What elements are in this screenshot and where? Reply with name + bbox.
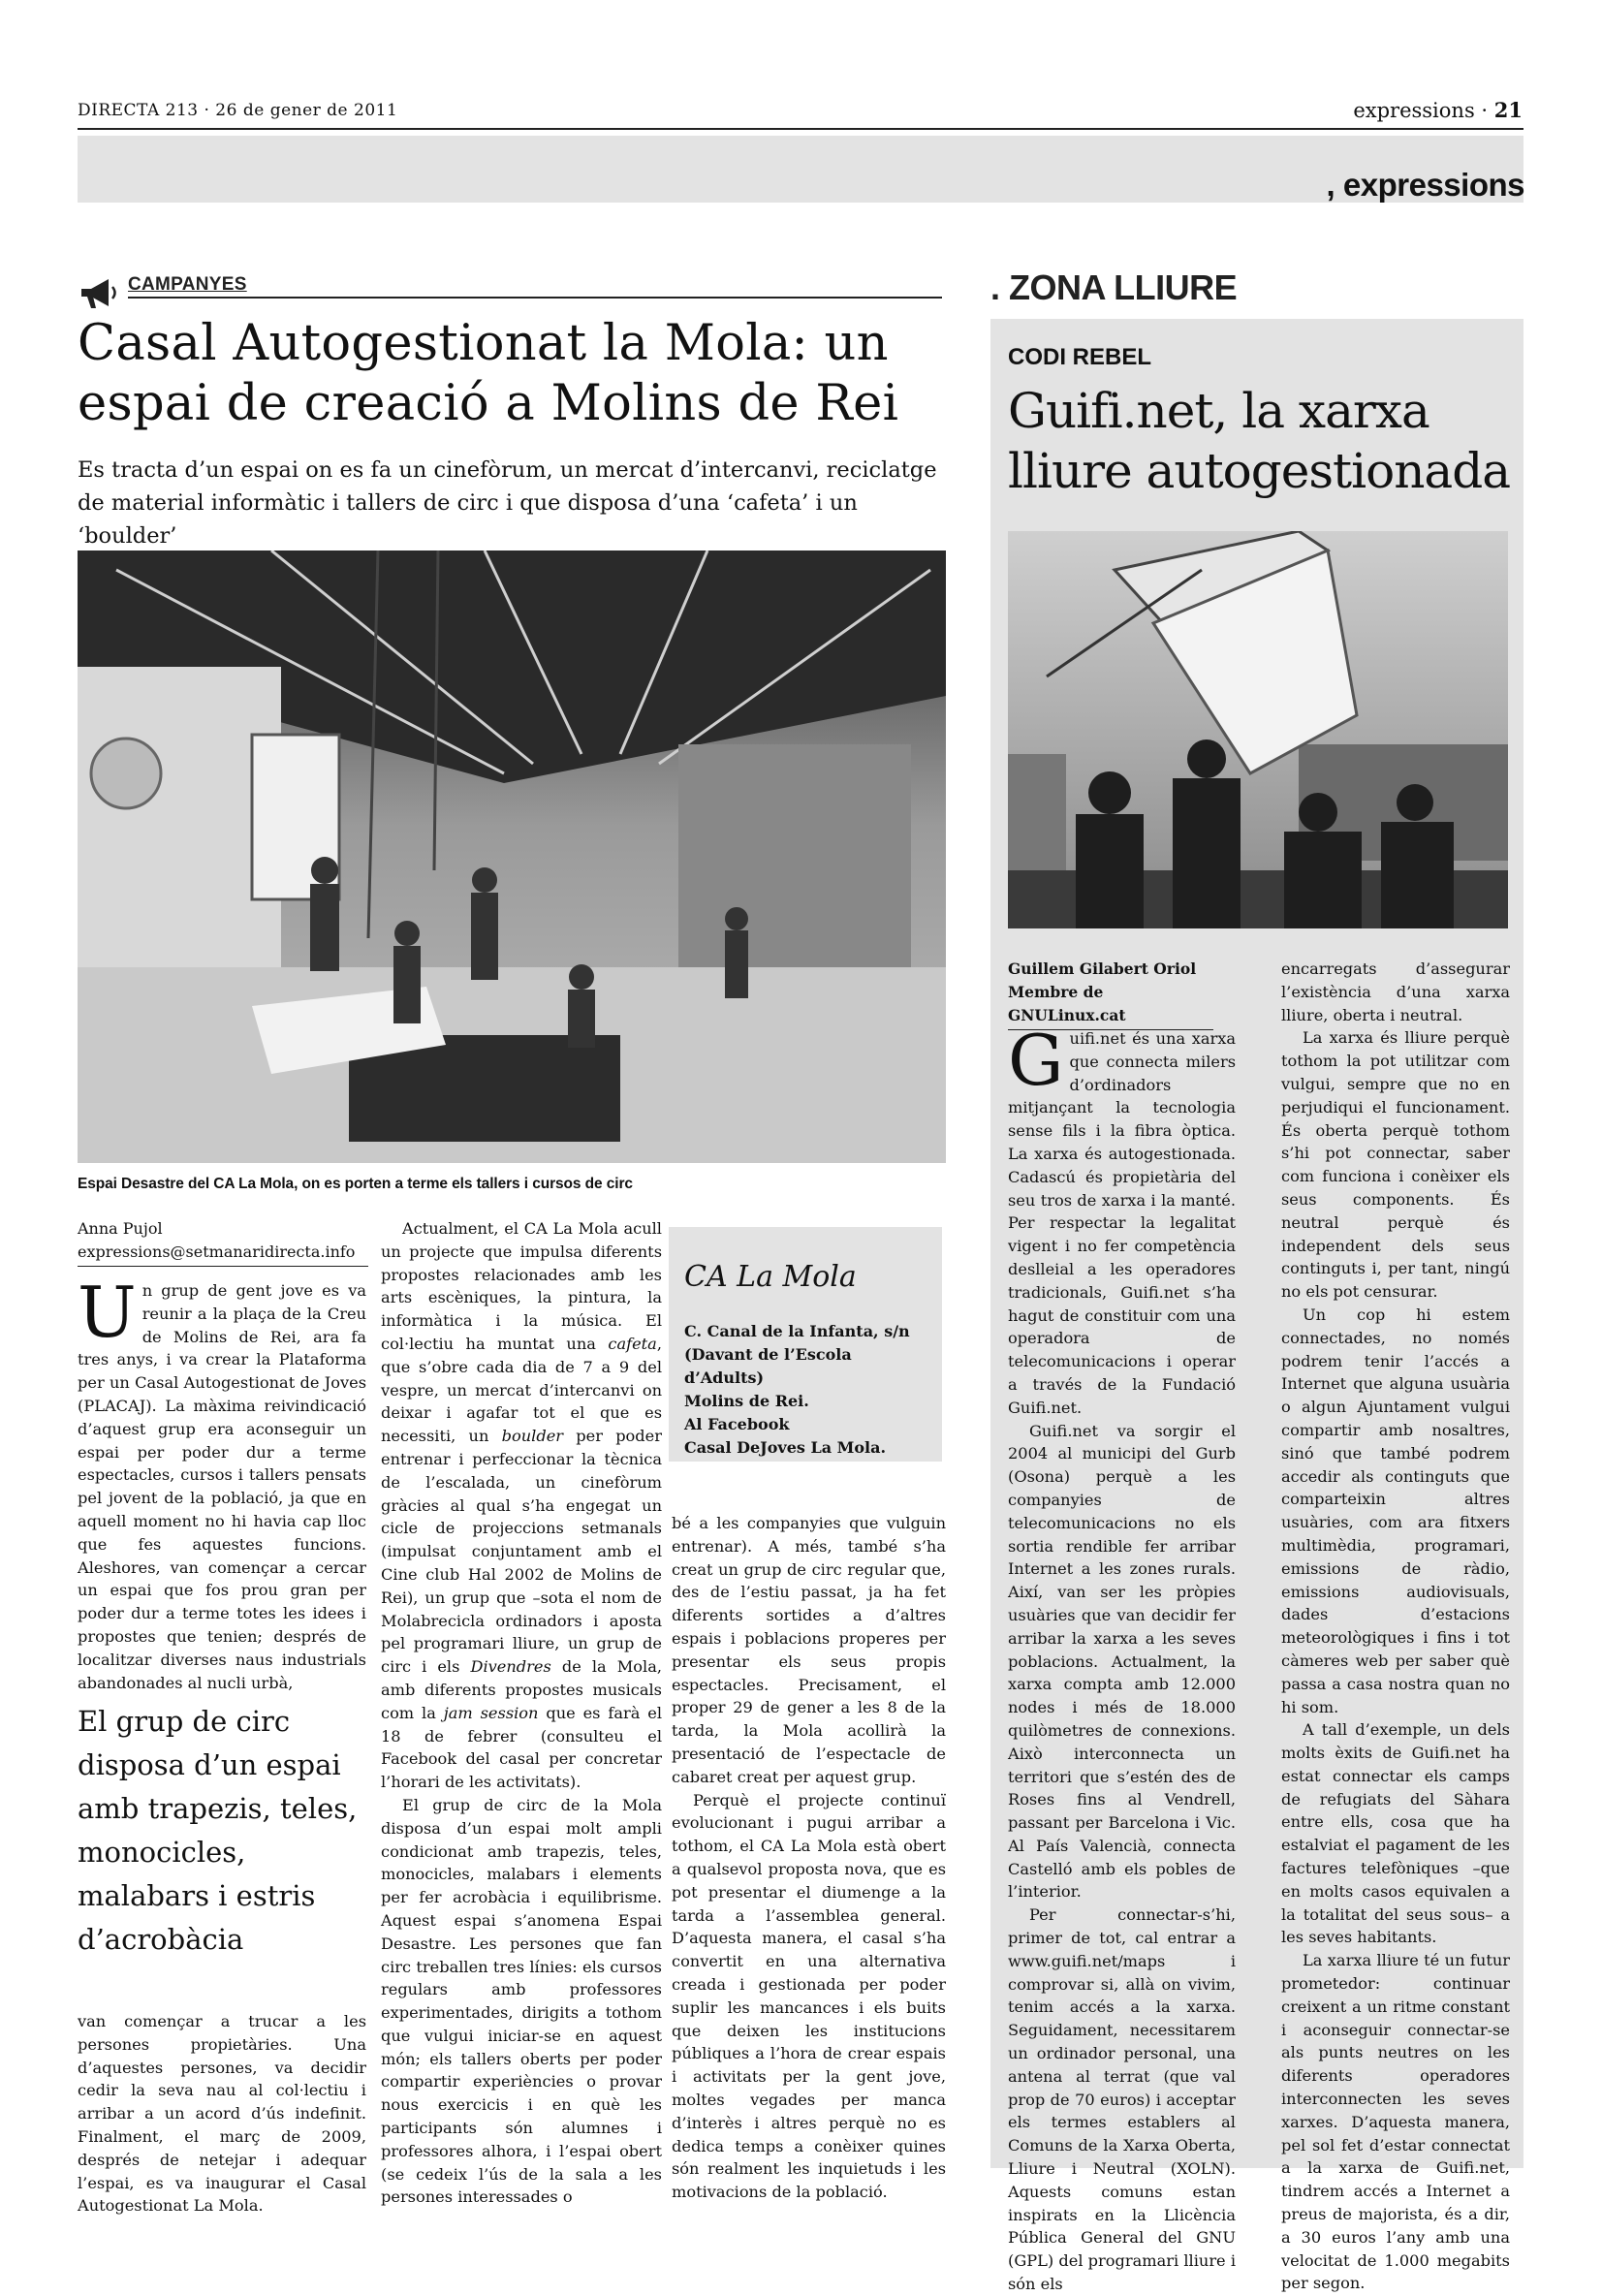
text-run: de la Mola, amb diferents propostes musicals com la <box>381 1657 662 1722</box>
paragraph: bé a les companyies que vulguin entrenar). A més, també s’ha creat un grup de circ regular que, des de l’estiu passat, ja ha fet diferents sortides a d’altres espais i poblacions properes per presentar els seus propis espectacles. Precisament, el proper 29 de gener a les 8 de la tarda, la Mola acollirà la presentació de l’espectacle de cabaret creat per aquest grup. <box>672 1514 946 1786</box>
info-box-title: CA La Mola <box>684 1260 857 1294</box>
megaphone-icon <box>78 273 120 312</box>
right-column-1 <box>1008 1020 1236 2296</box>
paragraph: n grup de gent jove es va reunir a la plaça de la Creu de Molins de Rei, ara fa tres anys, i va crear la Plataforma per un Casal Autogestionat de Joves (PLACAJ). La màxima reivindicació d’aquest grup era aconseguir un espai per poder dur a terme espectacles, cursos i tallers pensats pel jovent de la població, ja que en aquell moment no hi havia cap lloc que fes aquestes funcions. Aleshores, van començar a cercar un espai que fos prou gran per poder dur a terme totes les idees i propostes que tenien; després de localitzar diverses naus industrials abandonades al nucli urbà, <box>78 1281 366 1692</box>
folio-left: DIRECTA 213 · 26 de gener de 2011 <box>78 101 398 120</box>
author-role: Membre de GNULinux.cat <box>1008 983 1126 1024</box>
paragraph: uifi.net és una xarxa que connecta milers d’ordinadors mitjançant la tecnologia sense fils i la fibra òptica. La xarxa és autogestionada. Cadascú és propietària del seu tros de xarxa i la manté. Per respectar la legalitat vigent i no fer competència deslleial a les operadores tradicionals, Guifi.net s’ha hagut de constituir com una operadora de telecomunicacions i operar a través de la Fundació Guifi.net. <box>1008 1029 1236 1417</box>
info-line: C. Canal de la Infanta, s/n <box>684 1322 910 1340</box>
drop-cap: G <box>1008 1020 1064 1101</box>
paragraph: Perquè el projecte continuï evolucionant i pugui arribar a tothom, el CA La Mola està obert a qualsevol proposta nova, que es pot presentar el diumenge a la tarda a l’assemblea general. D’aquesta manera, el casal s’ha convertit en una alternativa creada i gestionada per poder suplir les mancances i els buits que deixen les institucions públiques a l’hora de crear espais i activitats per la gent jove, moltes vegades per manca d’interès i altres perquè no es dedica temps a conèixer quines són realment les inquietuds i les motivacions de la població. <box>672 1790 946 2202</box>
paragraph: van començar a trucar a les persones propietàries. Una d’aquestes persones, va decidir cedir la seva nau al col·lectiu i arribar a un acord d’ús indefinit. Finalment, el març de 2009, després de netejar i adequar l’espai, es va inaugurar el Casal Autogestionat La Mola. <box>78 2012 366 2216</box>
kicker-rule <box>128 297 942 299</box>
photo-caption: Espai Desastre del CA La Mola, on es porten a terme els tallers i cursos de circ <box>78 1176 633 1192</box>
page-number: 21 <box>1493 98 1523 122</box>
paragraph: A tall d’exemple, un dels molts èxits de Guifi.net ha estat connectar els camps de refugiats del Sàhara entre ells, cosa que ha estalviat el pagament de les factures telefòniques –que en molts casos equivalen a la totalitat del seus sous– a les seves habitants. <box>1281 1720 1510 1947</box>
zona-lliure-label: . ZONA LLIURE <box>990 267 1238 307</box>
article-column-1-continued <box>78 2010 366 2217</box>
header-band <box>78 136 1523 203</box>
italic-term: cafeta <box>608 1334 657 1353</box>
circus-space-photo <box>78 550 946 1163</box>
article-column-1 <box>78 1272 366 1694</box>
info-line: Casal DeJoves La Mola. <box>684 1438 887 1457</box>
paragraph: Per connectar-s’hi, primer de tot, cal entrar a www.guifi.net/maps i comprovar si, allà on vivim, tenim accés a la xarxa. Seguidament, necessitarem un ordinador personal, una antena al terrat (que val prop de 70 euros) i acceptar els termes establers al Comuns de la Xarxa Oberta, Lliure i Neutral (XOLN). Aquests comuns estan inspirats en la Llicència Pública General del GNU (GPL) del programari lliure i són els <box>1008 1905 1236 2294</box>
info-line: Al Facebook <box>684 1415 790 1433</box>
header-rule <box>78 128 1523 130</box>
pull-quote: El grup de circ disposa d’un espai amb trapezis, teles, monocicles, malabars i estris d’acrobàcia <box>78 1705 358 1956</box>
right-headline: Guifi.net, la xarxa lliure autogestionada <box>1008 383 1511 499</box>
text-run: , que s’obre cada dia de 7 a 9 del vespre, un mercat d’intercanvi on deixar i agafar tot el que es necessiti, un <box>381 1334 662 1446</box>
right-column-2 <box>1281 958 1510 2295</box>
right-kicker: CODI REBEL <box>1008 344 1152 370</box>
author-name: Anna Pujol <box>78 1219 163 1238</box>
author-email: expressions@setmanaridirecta.info <box>78 1242 356 1261</box>
paragraph: encarregats d’assegurar l’existència d’una xarxa lliure, oberta i neutral. <box>1281 959 1510 1024</box>
folio-section: expressions · <box>1353 99 1489 122</box>
paragraph: Guifi.net va sorgir el 2004 al municipi del Gurb (Osona) perquè a les companyies de telecomunicacions no els sortia rendible fer arribar Internet a les zones rurals. Així, van ser les pròpies usuàries que van decidir fer arribar la xarxa a les seves poblacions. Actualment, la xarxa compta amb 12.000 nodes i més de 18.000 quilòmetres de connexions. Això interconnecta un territori que s’estén des de Roses fins al Vendrell, passant per Barcelona i Vic. Al País Valencià, connecta Castelló amb els pobles de l’interior. <box>1008 1421 1236 1902</box>
paragraph: Un cop hi estem connectades, no només podrem tenir l’accés a Internet que alguna usuària o algun Ajuntament vulgui compartir amb nosaltres, sinó que també podrem accedir als continguts que comparteixin altres usuàries, com ara fitxers multimèdia, programari, emissions de ràdio, emissions audiovisuals, dades d’estacions meteorològiques i fins i tot càmeres web per saber què passa a casa nostra quan no hi som. <box>1281 1305 1510 1716</box>
paragraph: La xarxa lliure té un futur prometedor: continuar creixent a un ritme constant i aconseguir connectar-se als punts neutres on les diferents operadores interconnecten les seves xarxes. D’aquesta manera, pel sol fet d’estar connectat a la xarxa de Guifi.net, tindrem accés a Internet a preus de majorista, és a dir, a 30 euros l’any amb una velocitat de 1.000 megabits per segon. <box>1281 1951 1510 2293</box>
article-column-3 <box>672 1512 946 2204</box>
italic-term: jam session <box>443 1703 539 1722</box>
text-run: Actualment, el CA La Mola acull un projecte que impulsa diferents propostes relacionades amb les arts escèniques, la pintura, la informàtica i la música. El col·lectiu ha muntat una <box>381 1219 662 1353</box>
byline-rule <box>78 1266 368 1267</box>
folio-right <box>1353 98 1523 122</box>
italic-term: Divendres <box>470 1657 551 1677</box>
info-box-address <box>684 1320 936 1460</box>
section-label: , expressions <box>1326 167 1524 203</box>
article-subhead: Es tracta d’un espai on es fa un cinefòrum, un mercat d’intercanvi, reciclatge de material informàtic i tallers de circ i que disposa d’una ‘cafeta’ i un ‘boulder’ <box>78 457 937 549</box>
info-line: (Davant de l’Escola d’Adults) <box>684 1345 852 1387</box>
antenna-photo <box>1008 531 1508 928</box>
italic-term: boulder <box>501 1427 564 1446</box>
article-column-2 <box>381 1217 662 2209</box>
paragraph: El grup de circ de la Mola disposa d’un espai molt ampli condicionat amb trapezis, teles, monocicles, malabars i elements per fer acrobàcia i equilibrisme. Aquest espai s’anomena Espai Desastre. Les persones que fan circ treballen tres línies: els cursos regulars amb professores experimentades, dirigits a tothom que vulgui iniciar-se en aquest món; els tallers oberts per poder compartir experiències o provar nous exercicis i en què les participants són alumnes i professores alhora, i l’espai obert (se cedeix l’ús de la sala a les persones interessades o <box>381 1795 662 2207</box>
article-headline: Casal Autogestionat la Mola: un espai de creació a Molins de Rei <box>78 315 899 432</box>
info-line: Molins de Rei. <box>684 1392 809 1410</box>
drop-cap: U <box>78 1272 137 1353</box>
author-name: Guillem Gilabert Oriol <box>1008 959 1197 978</box>
byline <box>78 1217 368 1267</box>
paragraph: La xarxa és lliure perquè tothom la pot utilitzar com vulgui, sempre que no en perjudiqui el funcionament. És oberta perquè tothom s’hi pot connectar, saber com funciona i conèixer els seus components. És neutral perquè és independent dels seus continguts i, per tant, ningú no els pot censurar. <box>1281 1028 1510 1302</box>
text-run: que es farà el 18 de febrer (consulteu el Facebook del casal per concretar l’horari de les activitats). <box>381 1703 663 1792</box>
article-kicker: CAMPANYES <box>128 274 247 295</box>
text-run: per poder entrenar i perfeccionar la tècnica de l’escalada, un cinefòrum gràcies al qual s’ha engegat un cicle de projeccions setmanals (impulsat conjuntament amb el Cine club Hal 2002 de Molins de Rei), un grup que –sota el nom de Molabrecicla ordinadors i aposta pel programari lliure, un grup de circ i els <box>381 1427 662 1677</box>
